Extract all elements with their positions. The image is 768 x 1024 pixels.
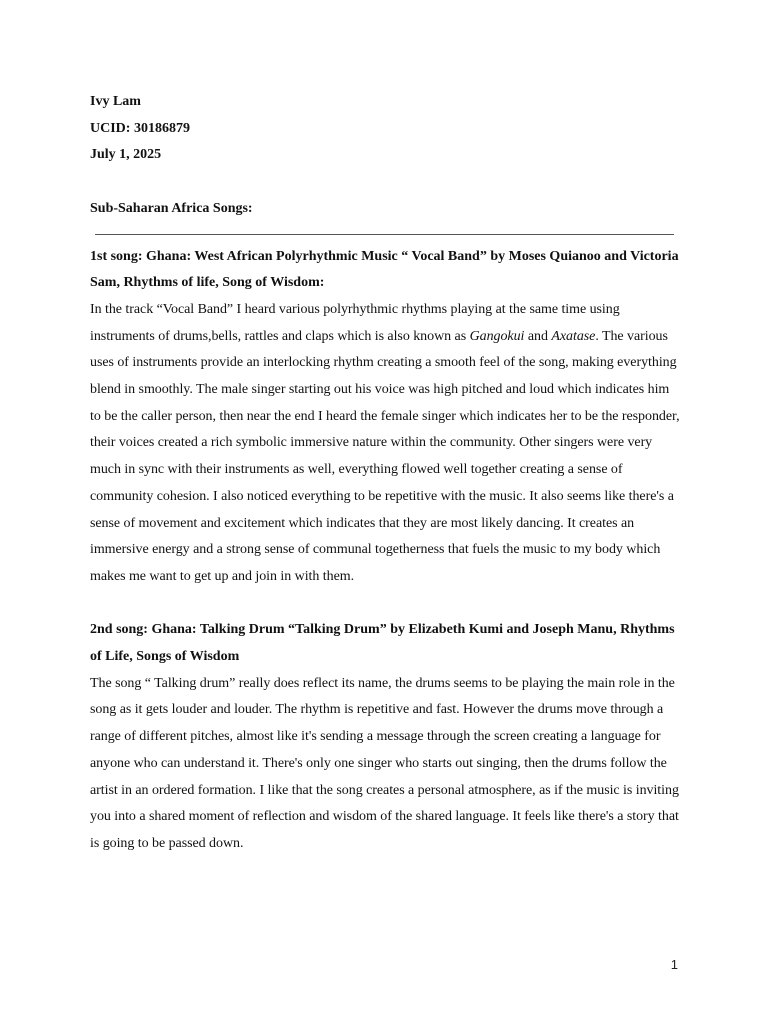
spacer bbox=[90, 591, 682, 618]
spacer bbox=[90, 169, 682, 196]
author-name: Ivy Lam bbox=[90, 94, 141, 109]
page-number: 1 bbox=[670, 957, 678, 972]
song-1-heading: 1st song: Ghana: West African Polyrhythmic Music “ Vocal Band” by Moses Quianoo and Victoria Sam, Rhythms of life, Song of Wisdom: bbox=[90, 248, 679, 291]
song-1-term-gangokui: Gangokui bbox=[469, 328, 525, 344]
song-1-body-and: and bbox=[524, 328, 552, 344]
section-title: Sub-Saharan Africa Songs: bbox=[90, 200, 253, 216]
student-ucid: UCID: 30186879 bbox=[90, 120, 190, 136]
song-1-body bbox=[90, 297, 682, 591]
song-1-body-part-1: In the track “Vocal Band” I heard various polyrhythmic rhythms playing at the same time using instruments of drums,bells, rattles and claps which is also known as bbox=[90, 301, 620, 344]
song-2-body: The song “ Talking drum” really does reflect its name, the drums seems to be playing the main role in the song as it gets louder and louder. The rhythm is repetitive and fast. However the drums move through a range of different pitches, almost like it's sending a message through the screen creating a language for anyone who can understand it. There's only one singer who starts out singing, then the drums follow the artist in an ordered formation. I like that the song creates a personal atmosphere, as if the music is inviting you into a shared moment of reflection and wisdom of the shared language. It feels like there's a story that is going to be passed down. bbox=[90, 675, 679, 851]
document-body bbox=[90, 89, 682, 858]
song-2-heading: 2nd song: Ghana: Talking Drum “Talking Drum” by Elizabeth Kumi and Joseph Manu, Rhythms of Life, Songs of Wisdom bbox=[90, 622, 675, 665]
song-1-term-axatase: Axatase bbox=[551, 328, 596, 344]
document-date: July 1, 2025 bbox=[90, 147, 162, 163]
horizontal-divider bbox=[95, 234, 674, 235]
song-1-body-part-2: . The various uses of instruments provide an interlocking rhythm creating a smooth feel of the song, making everything blend in smoothly. The male singer starting out his voice was high pitched and loud which indicates him to be the caller person, then near the end I heard the female singer which indicates her to be the responder, their voices created a rich symbolic immersive nature within the community. Other singers were very much in sync with their instruments as well, everything flowed well together creating a sense of community cohesion. I also noticed everything to be repetitive with the music. It also seems like there's a sense of movement and excitement which indicates that they are most likely dancing. It creates an immersive energy and a strong sense of communal togetherness that fuels the music to my body which makes me want to get up and join in with them. bbox=[90, 328, 680, 584]
